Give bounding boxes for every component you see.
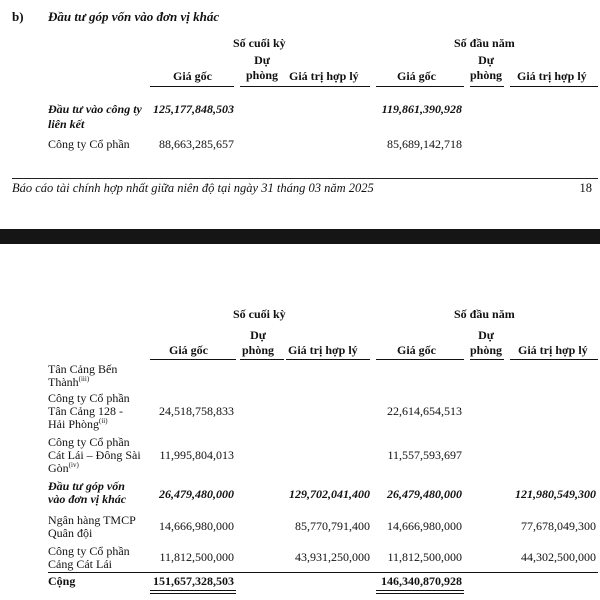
begin-provision-header-2: phòng — [469, 343, 503, 357]
begin-fair-header: Giá trị hợp lý — [517, 69, 587, 83]
header-underline — [376, 86, 464, 87]
total-end-original: 151,657,328,503 — [153, 574, 234, 588]
begin-fair-value: 44,302,500,000 — [521, 550, 596, 564]
total-underline — [376, 590, 464, 591]
end-period-header: Số cuối kỳ — [233, 36, 286, 50]
end-original-value: 11,995,804,013 — [159, 448, 234, 462]
row-label: Thành — [48, 375, 79, 389]
begin-provision-header-2: phòng — [469, 68, 503, 82]
total-label: Cộng — [48, 574, 76, 588]
row-label: Cát Lái – Đông Sài — [48, 448, 141, 462]
end-provision-header-2: phòng — [241, 343, 275, 357]
row-label-line — [48, 375, 89, 390]
header-underline — [150, 86, 234, 87]
row-label-line — [48, 417, 108, 432]
row-label: Công ty Cổ phần — [48, 544, 130, 558]
begin-provision-header-1: Dự — [478, 328, 494, 342]
row-label: vào đơn vị khác — [48, 492, 127, 506]
begin-original-value: 22,614,654,513 — [387, 404, 462, 418]
header-underline — [470, 86, 504, 87]
end-period-header: Số cuối kỳ — [233, 307, 286, 321]
row-label: liên kết — [48, 117, 85, 131]
row-label: Hải Phòng — [48, 417, 99, 431]
end-fair-value: 129,702,041,400 — [289, 487, 370, 501]
header-underline — [376, 359, 464, 360]
end-original-value: 11,812,500,000 — [159, 550, 234, 564]
end-fair-header: Giá trị hợp lý — [289, 69, 359, 83]
end-fair-header: Giá trị hợp lý — [288, 343, 358, 357]
end-original-value: 24,518,758,833 — [159, 404, 234, 418]
end-provision-header-2: phòng — [245, 68, 279, 82]
header-underline — [470, 359, 504, 360]
begin-original-value: 11,812,500,000 — [387, 550, 462, 564]
total-top-rule — [48, 572, 598, 573]
end-provision-header-1: Dự — [254, 53, 270, 67]
row-label: Đầu tư góp vốn — [48, 479, 125, 493]
header-underline — [240, 359, 284, 360]
end-original-value: 125,177,848,503 — [153, 102, 234, 116]
end-fair-value: 85,770,791,400 — [295, 519, 370, 533]
end-original-header: Giá gốc — [169, 343, 208, 357]
row-label: Công ty Cổ phần — [48, 137, 130, 151]
header-underline — [150, 359, 236, 360]
row-label: Đầu tư vào công ty — [48, 102, 142, 116]
row-label: Quân đội — [48, 526, 93, 540]
row-label: Cảng Cát Lái — [48, 557, 112, 571]
total-underline — [150, 590, 236, 591]
begin-year-header: Số đầu năm — [454, 307, 515, 321]
row-label: Tân Cảng Bến — [48, 362, 118, 376]
note-ref: (iv) — [68, 461, 79, 469]
begin-fair-value: 121,980,549,300 — [515, 487, 596, 501]
row-label: Tân Cảng 128 - — [48, 404, 123, 418]
note-ref: (iii) — [78, 375, 90, 383]
page-number: 18 — [579, 181, 592, 195]
begin-original-value: 26,479,480,000 — [387, 487, 462, 501]
begin-original-header: Giá gốc — [397, 343, 436, 357]
row-label: Công ty Cổ phần — [48, 391, 130, 405]
end-fair-value: 43,931,250,000 — [295, 550, 370, 564]
report-footer: Báo cáo tài chính hợp nhất giữa niên độ tại ngày 31 tháng 03 năm 2025 — [12, 181, 374, 195]
end-original-value: 14,666,980,000 — [159, 519, 234, 533]
begin-fair-header: Giá trị hợp lý — [518, 343, 588, 357]
end-original-value: 26,479,480,000 — [159, 487, 234, 501]
begin-original-value: 85,689,142,718 — [387, 137, 462, 151]
total-underline — [376, 593, 464, 594]
page-break-band — [0, 229, 600, 244]
total-underline — [150, 593, 236, 594]
header-underline — [286, 359, 370, 360]
header-underline — [286, 86, 370, 87]
section-title: Đầu tư góp vốn vào đơn vị khác — [48, 9, 220, 24]
begin-fair-value: 77,678,049,300 — [521, 519, 596, 533]
total-begin-original: 146,340,870,928 — [381, 574, 462, 588]
row-label: Ngân hàng TMCP — [48, 513, 136, 527]
begin-original-value: 119,861,390,928 — [381, 102, 462, 116]
header-underline — [510, 86, 598, 87]
row-label: Gòn — [48, 461, 69, 475]
row-label: Công ty Cổ phần — [48, 435, 130, 449]
header-underline — [240, 86, 288, 87]
begin-provision-header-1: Dự — [478, 53, 494, 67]
begin-original-header: Giá gốc — [397, 69, 436, 83]
end-original-value: 88,663,285,657 — [159, 137, 234, 151]
begin-year-header: Số đầu năm — [454, 36, 515, 50]
section-label: b) — [12, 9, 24, 24]
row-label-line — [48, 461, 79, 476]
begin-original-value: 14,666,980,000 — [387, 519, 462, 533]
begin-original-value: 11,557,593,697 — [387, 448, 462, 462]
header-underline — [510, 359, 598, 360]
end-provision-header-1: Dự — [250, 328, 266, 342]
footer-divider — [12, 178, 598, 179]
end-original-header: Giá gốc — [173, 69, 212, 83]
note-ref: (ii) — [99, 417, 108, 425]
